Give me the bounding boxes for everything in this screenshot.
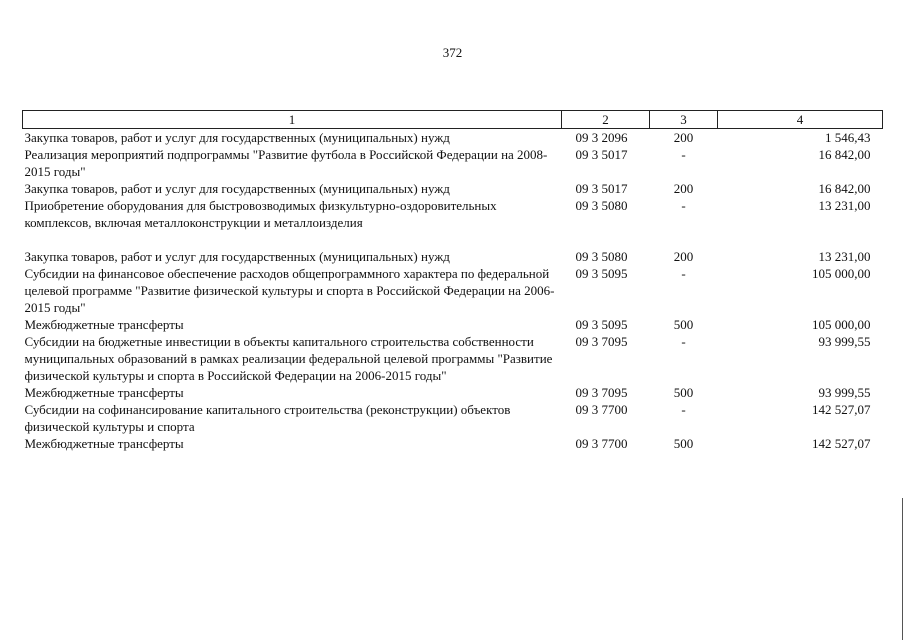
row-code: 09 3 5080 [575,198,628,213]
row-amount: 142 527,07 [812,436,871,451]
table-row [23,265,883,316]
column-header-expense-type: 3 [650,111,718,129]
row-name: Субсидии на финансовое обеспечение расходов общепрограммного характера по федеральной целевой программе "Развитие физической культуры и спорта в Российской Федерации на 2006-2015 годы" [24,266,555,315]
row-code: 09 3 5080 [575,249,628,264]
row-amount: 16 842,00 [818,181,871,196]
row-expense-type: 500 [673,436,694,451]
row-code: 09 3 5017 [575,181,628,196]
row-code: 09 3 5095 [575,266,628,281]
row-name: Межбюджетные трансферты [24,436,184,451]
budget-table-container [22,110,882,452]
column-header-code: 2 [562,111,650,129]
row-amount: 93 999,55 [818,385,871,400]
row-expense-type: - [681,198,686,213]
row-amount: 13 231,00 [818,198,871,213]
table-row [23,197,883,231]
budget-table [22,110,883,452]
table-row [23,248,883,265]
row-name: Закупка товаров, работ и услуг для государственных (муниципальных) нужд [24,181,450,196]
table-row [23,401,883,435]
row-name: Субсидии на софинансирование капитального строительства (реконструкции) объектов физической культуры и спорта [24,402,511,434]
row-expense-type: 500 [673,317,694,332]
row-amount: 93 999,55 [818,334,871,349]
row-code: 09 3 7095 [575,334,628,349]
row-code: 09 3 7700 [575,402,628,417]
row-amount: 105 000,00 [812,266,871,281]
row-amount: 1 546,43 [825,130,871,145]
page-number: 372 [442,45,463,60]
table-row [23,384,883,401]
row-name: Закупка товаров, работ и услуг для государственных (муниципальных) нужд [24,130,450,145]
row-expense-type: - [681,402,686,417]
row-expense-type: - [681,266,686,281]
page-edge-rule [902,498,903,640]
table-row [23,333,883,384]
table-row [23,146,883,180]
row-name: Приобретение оборудования для быстровозводимых физкультурно-оздоровительных комплексов, включая металлоконструкции и металлоизделия [24,198,497,230]
row-expense-type: 200 [673,130,694,145]
row-code: 09 3 5017 [575,147,628,162]
row-name: Межбюджетные трансферты [24,317,184,332]
row-expense-type: 500 [673,385,694,400]
row-code: 09 3 7095 [575,385,628,400]
row-code: 09 3 5095 [575,317,628,332]
row-amount: 16 842,00 [818,147,871,162]
row-code: 09 3 2096 [575,130,628,145]
row-amount: 105 000,00 [812,317,871,332]
row-expense-type: - [681,147,686,162]
row-name: Реализация мероприятий подпрограммы "Развитие футбола в Российской Федерации на 2008-2015 годы" [24,147,548,179]
row-amount: 13 231,00 [818,249,871,264]
table-row [23,129,883,147]
row-expense-type: - [681,334,686,349]
row-code: 09 3 7700 [575,436,628,451]
table-header-row [23,111,883,129]
column-header-amount: 4 [718,111,883,129]
table-row [23,435,883,452]
row-amount: 142 527,07 [812,402,871,417]
table-row [23,316,883,333]
row-name: Межбюджетные трансферты [24,385,184,400]
row-name: Субсидии на бюджетные инвестиции в объекты капитального строительства собственности муниципальных образований в рамках реализации федеральной целевой программы "Развитие физической культуры и спорта в Российской Федерации на 2006-2015 годы" [24,334,553,383]
table-spacer-row [23,231,883,248]
row-name: Закупка товаров, работ и услуг для государственных (муниципальных) нужд [24,249,450,264]
row-expense-type: 200 [673,249,694,264]
column-header-name: 1 [23,111,562,129]
row-expense-type: 200 [673,181,694,196]
table-row [23,180,883,197]
